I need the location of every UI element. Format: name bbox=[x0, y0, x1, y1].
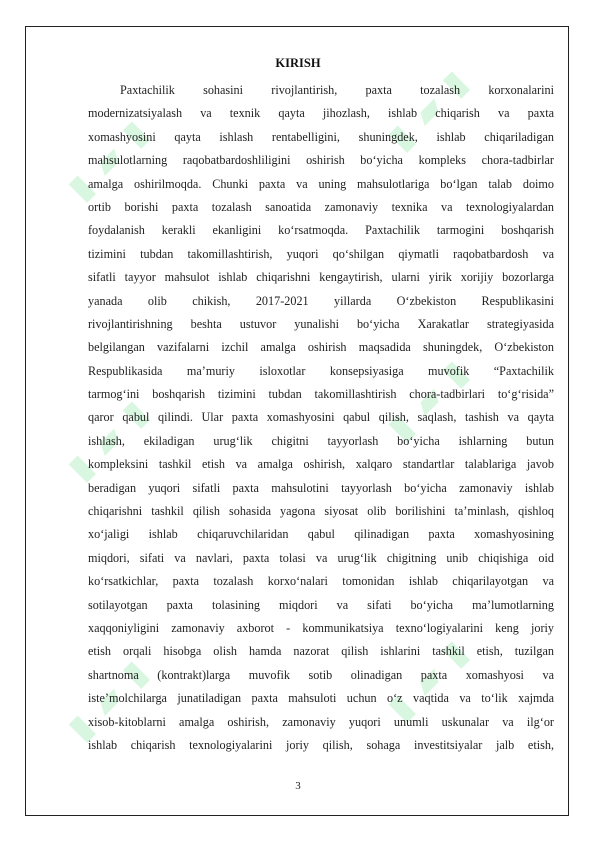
text-line: Respublikasida ma’muriy isloxotlar konsepsiyasiga muvofik “Paxtachilik bbox=[88, 363, 554, 378]
text-line: tizimini tubdan takomillashtirish, yuqori qo‘shilgan qiymatli raqobatbardosh va bbox=[88, 246, 554, 261]
text-line: ko‘rsatkichlar, paxta tozalash korxo‘nalari tomonidan ishlab chiqarilayotgan va bbox=[88, 574, 554, 589]
text-line: xomashyosini qayta ishlash rentabelligini, shuningdek, ishlab chiqariladigan bbox=[88, 129, 554, 144]
watermark-mark: ▮ ▰ ▮ bbox=[60, 391, 158, 489]
watermark-mark: ▮ ▰ ▮ bbox=[380, 351, 478, 449]
text-line: xisob-kitoblarni amalga oshirish, zamonaviy yuqori unumli uskunalar va ilg‘or bbox=[88, 714, 554, 729]
page-number: 3 bbox=[295, 780, 301, 792]
text-line: foydalanish kerakli ekanligini ko‘rsatmoqda. Paxtachilik tarmogini boshqarish bbox=[88, 223, 554, 238]
watermark-mark: ▮ ▰ ▮ bbox=[380, 61, 478, 159]
text-line: modernizatsiyalash va texnik qayta jihozlash, ishlab chiqarish va paxta bbox=[88, 106, 554, 121]
text-line: shartnoma (kontrakt)larga muvofik sotib olinadigan paxta xomashyosi va bbox=[88, 667, 554, 682]
text-line: amalga oshirilmoqda. Chunki paxta va uning mahsulotlariga bo‘lgan talab doimo bbox=[88, 176, 554, 191]
text-line: beradigan yuqori sifatli paxta mahsulotini tayyorlash bo‘yicha zamonaviy ishlab bbox=[88, 480, 554, 495]
text-line: ishlash, ekiladigan urug‘lik chigitni tayyorlash bo‘yicha ishlarning butun bbox=[88, 433, 554, 448]
text-line: ishlab chiqarish texnologiyalarini joriy qilish, sohaga investitsiyalar jalb etish, bbox=[88, 737, 554, 752]
text-line: chiqarishni tashkil qilish sohasida yagona siyosat olib borilishini ta’minlash, qishloq bbox=[88, 504, 554, 519]
text-line: sifatli tayyor mahsulot ishlab chiqarishni kengaytirish, ularni yirik xorijiy bozorlarga bbox=[88, 270, 554, 285]
page-title: KIRISH bbox=[275, 56, 321, 70]
text-line: miqdori, sifati va navlari, paxta tolasi va urug‘lik chigitning unib chiqishiga oid bbox=[88, 550, 554, 565]
text-line: kompleksini tashkil etish va amalga oshirish, xalqaro standartlar talablariga javob bbox=[88, 457, 554, 472]
text-line: etish orqali hisobga olish hamda nazorat qilish ishlarini tashkil etish, tuzilgan bbox=[88, 644, 554, 659]
text-line: xaqqoniyligini zamonaviy axborot - kommunikatsiya texno‘logiyalarini keng joriy bbox=[88, 620, 554, 635]
text-line: Paxtachilik sohasini rivojlantirish, paxta tozalash korxonalarini bbox=[120, 83, 554, 97]
text-line: tarmog‘ini boshqarish tizimini tubdan takomillashtirish chora-tadbirlari to‘g‘risida” bbox=[88, 387, 554, 402]
text-line: sotilayotgan paxta tolasining miqdori va sifati bo‘yicha ma’lumotlarning bbox=[88, 597, 554, 612]
text-line: belgilangan vazifalarni izchil amalga oshirish maqsadida shuningdek, O‘zbekiston bbox=[88, 340, 554, 355]
text-line: iste’molchilarga junatiladigan paxta mahsuloti uchun o‘z vaqtida va to‘lik xajmda bbox=[88, 691, 554, 706]
watermark-mark: ▮ ▰ ▮ bbox=[380, 631, 478, 729]
text-line: xo‘jaligi ishlab chiqaruvchilaridan qabul qilinadigan paxta xomashyosining bbox=[88, 527, 554, 542]
watermark-mark: ▮ ▰ ▮ bbox=[60, 111, 158, 209]
text-line: ortib borishi paxta tozalash sanoatida zamonaviy texnika va texnologiyalardan bbox=[88, 199, 554, 214]
body-paragraph bbox=[88, 79, 554, 757]
text-line: qaror qabul qilindi. Ular paxta xomashyosini qabul qilish, saqlash, tashish va qayta bbox=[88, 410, 554, 425]
watermark-mark: ▮ ▰ ▮ bbox=[60, 651, 158, 749]
text-line: yanada olib chikish, 2017-2021 yillarda O‘zbekiston Respublikasini bbox=[88, 293, 554, 308]
text-line: mahsulotlarning raqobatbardoshliligini oshirish bo‘yicha kompleks chora-tadbirlar bbox=[88, 153, 554, 168]
text-line: rivojlantirishning beshta ustuvor yunalishi bo‘yicha Xarakatlar strategiyasida bbox=[88, 316, 554, 331]
